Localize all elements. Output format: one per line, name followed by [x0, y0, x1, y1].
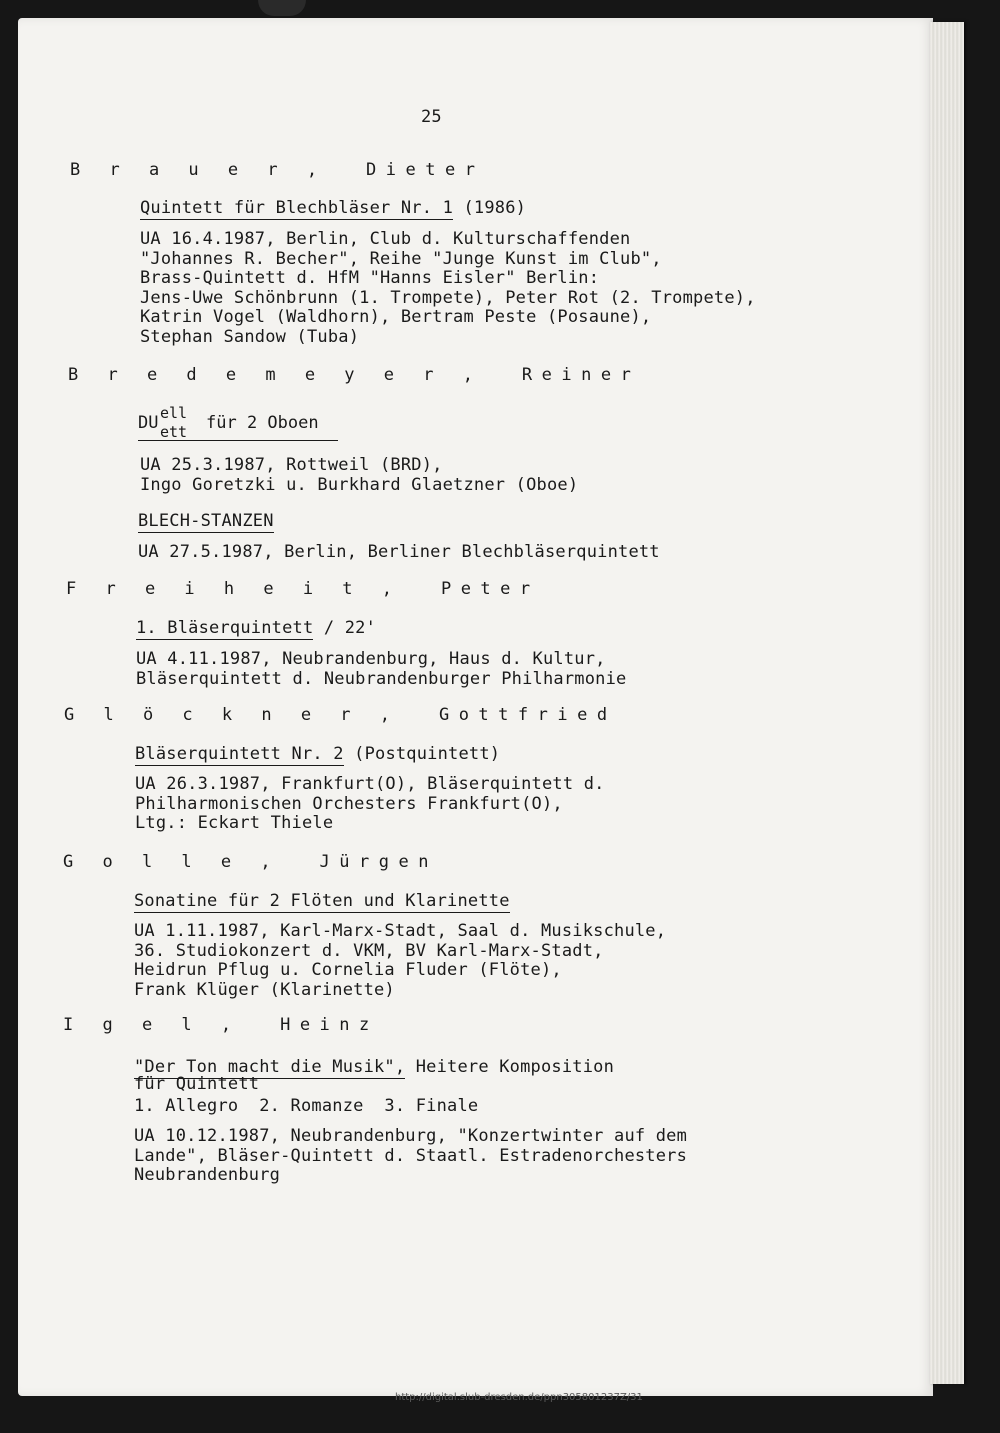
work-title-continuation: für Quintett	[134, 1074, 260, 1094]
work-title-line	[136, 619, 376, 639]
work-title: BLECH-STANZEN	[138, 511, 274, 531]
composer-name: F r e i h e i t , Peter	[66, 579, 540, 599]
work-title: 1. Bläserquintett	[136, 618, 314, 638]
page-number: 25	[421, 107, 442, 127]
work-details: UA 4.11.1987, Neubrandenburg, Haus d. Kultur, Bläserquintett d. Neubrandenburger Philharmonie	[136, 649, 627, 689]
composer-name: B r e d e m e y e r , Reiner	[68, 365, 641, 385]
work-duration: / 22'	[313, 618, 377, 638]
composer-name: G o l l e , Jürgen	[63, 852, 438, 872]
work-details: UA 1.11.1987, Karl-Marx-Stadt, Saal d. Musikschule, 36. Studiokonzert d. VKM, BV Karl-Marx-Stadt, Heidrun Pflug u. Cornelia Fluder (Flöte), Frank Klüger (Klarinette)	[134, 921, 667, 1000]
work-title: Quintett für Blechbläser Nr. 1	[140, 198, 454, 218]
composer-name: B r a u e r , Dieter	[70, 160, 485, 180]
work-title-line	[134, 892, 510, 912]
work-details: UA 16.4.1987, Berlin, Club d. Kulturschaffenden "Johannes R. Becher", Reihe "Junge Kunst im Club", Brass-Quintett d. HfM "Hanns Eisler" Berlin: Jens-Uwe Schönbrunn (1. Trompete), Peter Rot (2. Trompete), Katrin Vogel (Waldhorn), Bertram Peste (Posaune), Stephan Sandow (Tuba)	[140, 229, 756, 347]
work-details: UA 10.12.1987, Neubrandenburg, "Konzertwinter auf dem Lande", Bläser-Quintett d. Staatl. Estradenorchesters Neubrandenburg	[134, 1126, 688, 1185]
work-title	[138, 404, 338, 441]
work-title: Sonatine für 2 Flöten und Klarinette	[134, 891, 510, 911]
work-title-line	[138, 512, 274, 532]
work-title-line	[135, 745, 500, 765]
title-superscript: ell	[160, 404, 188, 422]
title-base: DU	[138, 413, 159, 433]
title-rest: für 2 Oboen	[206, 413, 319, 433]
work-details: UA 25.3.1987, Rottweil (BRD), Ingo Goretzki u. Burkhard Glaetzner (Oboe)	[140, 455, 579, 495]
work-details: UA 26.3.1987, Frankfurt(O), Bläserquintett d. Philharmonischen Orchesters Frankfurt(O), Ltg.: Eckart Thiele	[135, 774, 605, 833]
composer-name: I g e l , Heinz	[63, 1015, 379, 1035]
work-title-line	[140, 199, 526, 219]
work-title: "Der Ton macht die Musik",	[134, 1057, 406, 1077]
composer-name: G l ö c k n e r , Gottfried	[64, 705, 617, 725]
work-title: Bläserquintett Nr. 2	[135, 744, 344, 764]
work-year: (1986)	[453, 198, 527, 218]
binder-clip	[258, 0, 306, 16]
work-details: UA 27.5.1987, Berlin, Berliner Blechbläserquintett	[138, 542, 660, 562]
work-subtitle: Heitere Komposition	[405, 1057, 615, 1077]
source-url: http://digital.slub-dresden.de/ppn305801237Z/31	[395, 1392, 643, 1403]
page-edge	[930, 22, 964, 1384]
title-subscript: ett	[160, 423, 188, 441]
work-movements: 1. Allegro 2. Romanze 3. Finale	[134, 1096, 479, 1116]
work-subtitle: (Postquintett)	[343, 744, 501, 764]
